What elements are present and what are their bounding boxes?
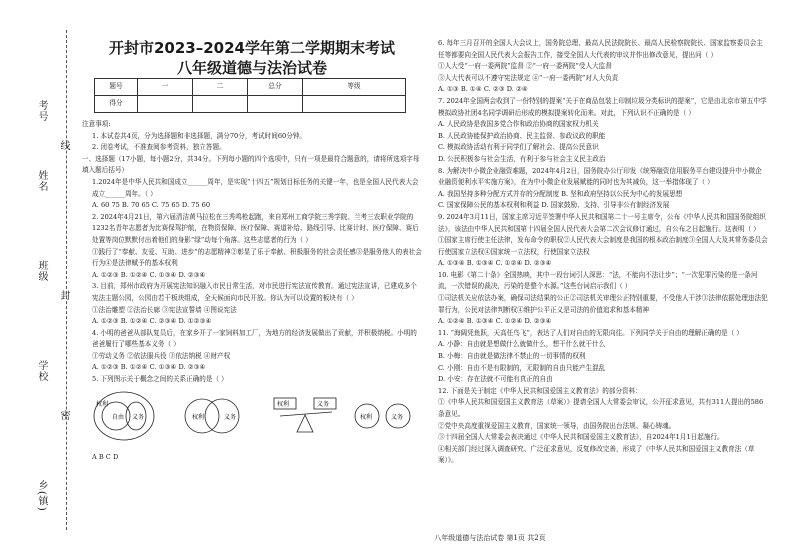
score-cell: 总分 (248, 79, 303, 96)
question-stem: 1.2024年是中华人民共和国成立______周年，是实现“十四五”规划目标任务的关键一年，也是全国人民代表大会成立______周年。（ ） (92, 177, 419, 198)
score-cell: 一 (138, 79, 193, 96)
score-table-row (95, 79, 406, 96)
question-stem: 5. 下列图示关于概念之间的关系正确的是（ ） (92, 375, 228, 384)
concept-diagram-svg (82, 386, 422, 452)
question-options: A. 我国坚持多种分配方式并存的分配制度 B. 坚和政府坚持以公民为中心的发展思想 C. 国家保障公民的基本权利和利益 D. 国家鼓励、支持、引导非公有制经济发展 (438, 189, 683, 210)
section-heading: 一、选择题（17小题，每小题2分，共34分。下列每小题的四个选项中，只有一项是最符合题意的，请将所选项字母填入题后括号） (82, 154, 420, 175)
question-options: A. 小静：自由就是想做什么就做什么，想干什么就干什么 B. 小梅：自由就是做法律不禁止的一切事情的权利 C. 小刚：自由不是有限制的，无限制的自由只能产生混乱 D. 小安：存在法就不可能有真正的自由 (438, 340, 606, 384)
question-stem: 2. 2024年4月21日，第六届清洁黄马拉松在三秀鸣枪起跑，来自郑州工商学院三秀学院、兰考三农职业学院的1232名青年志愿者为比赛保驾护航，在物资保障、医疗保障、赛道补给、路线引导、比赛计时、医疗保障、赛后处置等岗位默默付出着他们的身影“绿”动每个角落。这些志愿者的行为（ ） (92, 212, 419, 244)
seal-feng: 封 (58, 290, 69, 301)
question-stem: 7. 2024年全国两会收到了一份特别的提案“关于在商品包装上印制垃圾分类标识的提案”，它是由北京市第五中学模拟政协社团4名同学调研后形成的模拟提案转化而来。对此，下列认识不正确的是（ ） (438, 96, 767, 117)
score-cell: 等级 (303, 79, 406, 96)
question-stem: 8. 为解决中小微企业融资难题，2024年4月2日，国务院办公厅印发《统筹融资信用服务平台建设提升中小微企业融资便利水平实施方案》，在为中小微企业发展赋能的同时也为其减负，这一举措体现了（ ） (438, 166, 762, 187)
question-options: ①法治雕塑 ②法治长廊 ③宪法宣誓墙 ④图说宪法 A. ①②③ B. ①②④ C. ②③④ D. ①②③④ (92, 305, 237, 326)
score-input-cell[interactable] (248, 96, 303, 113)
question-options: ①人大受“一府一委两院”监督 ②“一府一委两院”受人大监督 ③人大代表可以不遵守宪法规定 ④“一府一委两院”对人大负责 A. ①③ B. ①④ C. ②③ D. ②④ (438, 62, 619, 94)
diagram-d (355, 404, 410, 428)
question-stem: 3. 目前，郑州市政府为开展宪法知识融入市民日常生活，对市民进行宪法宣传教育。通过宪法宣讲，已建成多个宪法主题公园，公园由若干板块组成，全天候面向市民开放。你认为可以设置的板块有（ ） (92, 282, 417, 302)
note-item: 2. 闭卷考试，不准查阅参考资料，独立答题。 (92, 143, 226, 152)
diagram-b-label: 义务 (224, 413, 237, 421)
exam-title: 开封市2023–2024学年第二学期期末考试 (109, 39, 395, 57)
label-township: 乡(镇) (36, 480, 47, 512)
score-input-cell[interactable] (303, 96, 406, 113)
score-cell: 二 (193, 79, 248, 96)
page-footer: 八年级道德与法治试卷 第1页 共2页 (434, 534, 546, 542)
question-stem: 9. 2024年3月11日，国家主席习近平签署中华人民共和国第二十一号主席令，公布《中华人民共和国国务院组织法》，该法由中华人民共和国第十四届全国人民代表大会第二次会议修订通过，自公布之日起施行。这表明（ ） (438, 212, 766, 233)
exam-subtitle: 八年级道德与法治试卷 (176, 59, 327, 77)
diagram-b (185, 399, 239, 433)
question-options: ①劳动义务 ②依法服兵役 ③依法纳税 ④财产权 A. ①②③ B. ①②④ C. ①③④ D. ②③④ (92, 351, 231, 372)
diagram-c (274, 398, 336, 432)
question-options: ①国家主席行使主任法律，发布命令的职权②人民代表大会制度是我国的根本政治制度③全国人大及其常务委员会行使国家立法权④国家统一立法权，行使国家立法权 A. ①③④ B. ①③④ C. ①②④ D. ②③④ (438, 236, 768, 268)
question-options: A B C D (92, 452, 119, 461)
question-options: A. 人民政协是我国多党合作和政治协商的国家权力机关 B. 人民政协能保护政治协商、民主监督、参政议政的职能 C. 模拟政协活动有利于同学们了解社会、提高公民意识 D. 公民积极参与社会生活，有利于参与社会主义民主政治 (438, 120, 606, 163)
question-options: ①《中华人民共和国爱国主义教育法（草案）》提请全国人大常委会审议，公开征求意见，共有311人提出的586条意见。 ②党中央高度重视爱国主义教育，国家统一领导，由国务院出台法规、凝心铸魂。 ③十四届全国人大常委会表决通过《中华人民共和国爱国主义教育法》，自2024年1月1日起施行。 ④相关部门经过深入调查研究、广泛征求意见，反复修改完善，形成了《中华人民共和国爱国主义教育法（草案）》。 (438, 398, 764, 465)
seal-mi: 密 (58, 410, 69, 421)
diagram-a (94, 392, 154, 440)
question-stem: ①践行了“奉献、友爱、互助、进步”的志愿精神②彰显了乐于奉献、积极服务的社会责任感③是服务他人的表社会行为④是法律赋予的基本权利 (92, 247, 422, 268)
seal-xian: 线 (58, 140, 69, 151)
fold-line (66, 30, 67, 530)
score-input-cell[interactable] (138, 96, 193, 113)
diagram-a-label: 自由 (112, 413, 125, 421)
question-stem: 4. 小明的爸爸从部队复员后，在家乡开了一家饲料加工厂，为地方的经济发展做出了贡献，并积极纳税。小明的爸爸履行了哪些基本义务（ ） (92, 328, 417, 349)
question-options: ①司法机关应依法办案，确保司法结果的公正②司法机关审理公正特别重要，不受他人干涉③法律依据处理违法犯罪行为，公民对法律判断权④维护公平正义是司法的价值追求和基本精神 A. ①②④ B. ①③④ C. ①②④ D. ②③④ (438, 294, 768, 326)
notes-heading: 注意事项: (82, 120, 111, 128)
question-stem: 10. 电影《第二十条》全国热映，其中一段台词引人深思：“法，不能向不法让步”；“一次犯罪污染的是一条河流，一次错误的裁决，污染的是整个水源。”这些台词启示我们（ ） (438, 270, 758, 291)
score-cell: 得分 (95, 96, 138, 113)
question-stem: 12. 下面是关于制定《中华人民共和国爱国主义教育法》的部分资料： (438, 386, 642, 395)
label-class: 班级 (36, 260, 47, 282)
diagram-a-label: 义务 (132, 413, 145, 421)
binding-margin (0, 0, 69, 550)
label-school: 学校 (36, 360, 47, 382)
question-options: A. ①②③ B. ①②④ C. ①③④ D. ②③④ (92, 270, 206, 279)
concept-diagrams (82, 386, 422, 452)
label-name: 姓名 (36, 170, 47, 192)
note-item: 1. 本试卷共4页，分为选择题和非选择题，满分70分，考试时间60分钟。 (92, 131, 306, 140)
diagram-b-label: 权利 (192, 413, 205, 421)
diagram-d-label: 义务 (391, 413, 404, 421)
right-column (428, 38, 768, 467)
score-cell: 题号 (95, 79, 138, 96)
label-exam-number: 考号 (36, 100, 47, 122)
score-input-cell[interactable] (193, 96, 248, 113)
diagram-c-label: 义务 (317, 400, 330, 408)
score-table (94, 78, 406, 113)
diagram-c-label: 权利 (277, 400, 290, 408)
diagram-a-label: 权利 (96, 400, 109, 408)
diagram-d-label: 权利 (360, 413, 373, 421)
question-stem: 6. 每年三月召开的全国人大会议上，国务院总理、最高人民法院院长、最高人民检察院院长、国家监察委员会主任等都要向全国人民代表大会报告工作，接受全国人大代表的审议并作出修改意见，提出问（ ） (438, 39, 763, 59)
question-stem: 11. “海阔凭鱼跃，天高任鸟飞”，表达了人们对自由的无限向往。下列同学关于自由的理解正确的是（ ） (438, 328, 743, 337)
score-table-row (95, 96, 406, 113)
question-options: A. 60 75 B. 70 65 C. 75 65 D. 75 60 (92, 201, 211, 210)
left-column (82, 38, 422, 463)
